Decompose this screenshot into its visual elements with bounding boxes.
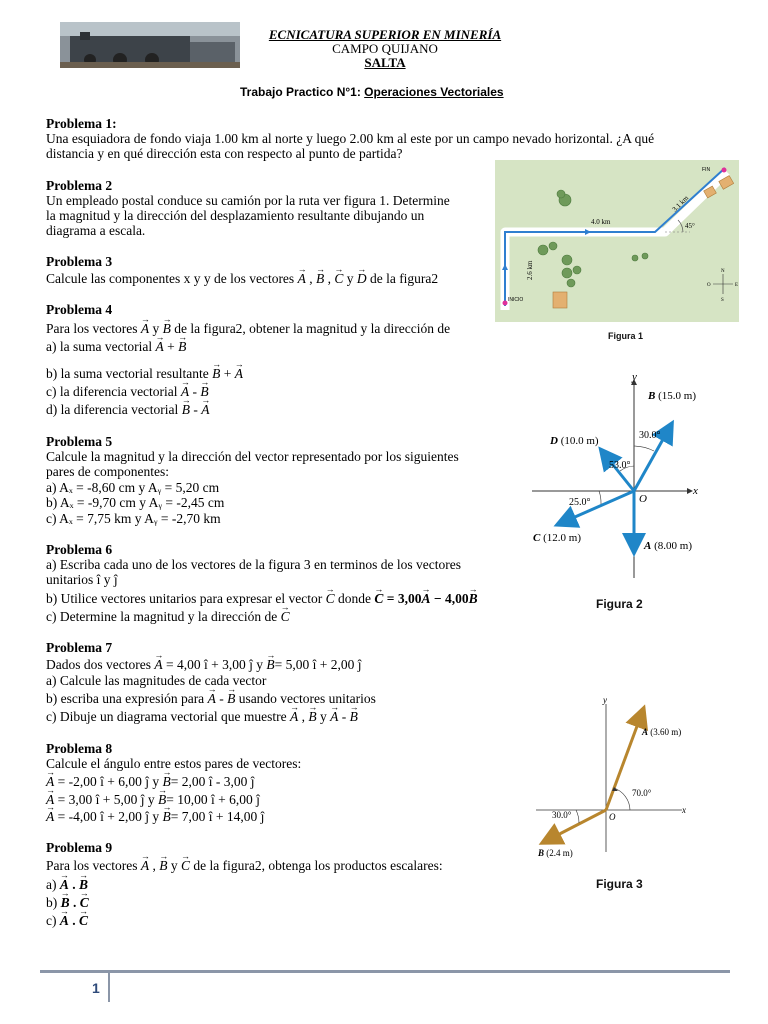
problem5-line2: pares de componentes:	[46, 464, 169, 479]
problem5-c: c) Aₓ = 7,75 km y Aᵧ = -2,70 km	[46, 511, 221, 526]
problem2-title: Problema 2	[46, 178, 113, 193]
problem4-b: b) la suma vectorial resultante → B + → A	[46, 366, 243, 382]
fig2-origin-label: O	[639, 493, 647, 505]
problem8-row2: → A = 3,00 î + 5,00 ĵ y → B= 10,00 î + 6,00 ĵ	[46, 792, 260, 808]
fig2-angle-25: 25.0°	[569, 497, 591, 508]
problem7-a: a) Calcule las magnitudes de cada vector	[46, 673, 267, 688]
figure3-caption: Figura 3	[596, 877, 643, 891]
title-topic: Operaciones Vectoriales	[364, 85, 504, 99]
problem7-c: c) Dibuje un diagrama vectorial que muestre → A , → B y → A - → B	[46, 709, 358, 725]
svg-text:E: E	[735, 283, 739, 288]
header-line3: SALTA	[364, 55, 406, 70]
figure1-caption: Figura 1	[608, 331, 644, 341]
page-title	[240, 85, 540, 99]
building-icon	[553, 292, 567, 308]
figure1-route-map	[495, 160, 739, 322]
fig3-x-label: x	[682, 805, 686, 815]
title-prefix: Trabajo Practico N°1:	[240, 85, 365, 99]
footer-separator	[108, 972, 110, 1002]
fig2-x-label: x	[693, 485, 698, 497]
fig3-origin-label: O	[609, 812, 616, 822]
header-line1: ECNICATURA SUPERIOR EN MINERÍA	[268, 27, 502, 42]
page-number: 1	[92, 980, 100, 996]
fig2-angle-30: 30.0°	[639, 430, 661, 441]
problem6-c: c) Determine la magnitud y la dirección de → C	[46, 609, 290, 625]
problem6-a: a) Escriba cada uno de los vectores de la figura 3 en terminos de los vectores	[46, 557, 461, 572]
problem7-b: b) escriba una expresión para → A - → B usando vectores unitarios	[46, 691, 376, 707]
fig1-distance-east: 4.0 km	[591, 218, 611, 226]
problem4-a: a) la suma vectorial → A + → B	[46, 339, 186, 355]
problem2-line2: la magnitud y la dirección del desplazamiento resultante dibujando un	[46, 208, 425, 223]
problem7-title: Problema 7	[46, 640, 113, 655]
vector-d	[602, 451, 634, 491]
fig2-angle-53: 53.0°	[609, 460, 631, 471]
problem2-line1: Un empleado postal conduce su camión por la ruta ver figura 1. Determine	[46, 193, 450, 208]
problem4-d: d) la diferencia vectorial → B - → A	[46, 402, 209, 418]
problem1-title: Problema 1:	[46, 116, 117, 131]
svg-text:S: S	[721, 298, 724, 303]
problem9-c: c) → A . → C	[46, 913, 88, 929]
fig1-distance-north: 2.6 km	[526, 260, 534, 280]
problem5-title: Problema 5	[46, 434, 113, 449]
problem9-title: Problema 9	[46, 840, 113, 855]
fig3-angle-30: 30.0°	[552, 810, 572, 820]
problem8-row3: → A = -4,00 î + 2,00 ĵ y → B= 7,00 î + 14,00 ĵ	[46, 809, 264, 825]
figure2-vectors	[528, 368, 728, 580]
svg-text:N: N	[721, 269, 725, 274]
fig1-distance-diagonal: 3.1 km	[670, 194, 691, 214]
fig1-angle-label: 45°	[685, 222, 695, 230]
problem2-line3: diagrama a escala.	[46, 223, 146, 238]
problem5-a: a) Aₓ = -8,60 cm y Aᵧ = 5,20 cm	[46, 480, 220, 495]
fig2-c-label: C (12.0 m)	[533, 532, 581, 544]
problem8-row1: → A = -2,00 î + 6,00 ĵ y → B= 2,00 î - 3,00 ĵ	[46, 774, 254, 790]
fig3-b-label: B (2.4 m)	[538, 848, 573, 858]
problem5-b: b) Aₓ = -9,70 cm y Aᵧ = -2,45 cm	[46, 495, 225, 510]
problem9-b: b) → B . → C	[46, 895, 89, 911]
footer-rule	[40, 970, 730, 973]
problem7-line1: Dados dos vectores → A = 4,00 î + 3,00 ĵ y → B= 5,00 î + 2,00 ĵ	[46, 657, 361, 673]
problem4-c: c) la diferencia vectorial → A - → B	[46, 384, 209, 400]
fig2-d-label: D (10.0 m)	[550, 435, 599, 447]
fig3-angle-70: 70.0°	[632, 788, 652, 798]
fig3-y-label: y	[603, 695, 607, 705]
fig2-a-label: A (8.00 m)	[644, 540, 692, 552]
problem3-line1: Calcule las componentes x y y de los vectores → A , → B , → C y → D de la figura2	[46, 271, 438, 287]
end-marker-icon	[722, 168, 727, 173]
map-background	[495, 160, 739, 322]
problem6-b: b) Utilice vectores unitarios para expresar el vector → C donde → C = 3,00→ A − 4,00→ B	[46, 591, 478, 607]
start-marker-icon	[503, 301, 508, 306]
svg-text:O: O	[707, 283, 711, 288]
figure3-vectors	[532, 692, 722, 862]
figure2-caption: Figura 2	[596, 597, 643, 611]
header-line2: CAMPO QUIJANO	[332, 41, 438, 56]
fig1-end-label: FIN	[702, 167, 711, 173]
fig3-a-label: A (3.60 m)	[642, 727, 682, 737]
problem8-line1: Calcule el ángulo entre estos pares de vectores:	[46, 756, 302, 771]
problem4-line1: Para los vectores → A y → B de la figura2, obtener la magnitud y la dirección de	[46, 321, 450, 337]
fig2-b-label: B (15.0 m)	[648, 390, 696, 402]
fig2-y-label: y	[632, 371, 637, 383]
problem6-title: Problema 6	[46, 542, 113, 557]
problem1-line1: Una esquiadora de fondo viaja 1.00 km al norte y luego 2.00 km al este por un campo nevado horizontal. ¿A qué	[46, 131, 655, 146]
problem5-line1: Calcule la magnitud y la dirección del vector representado por los siguientes	[46, 449, 459, 464]
problem1-line2: distancia y en qué dirección esta con respecto al punto de partida?	[46, 146, 403, 161]
problem6-a2: unitarios î y ĵ	[46, 572, 118, 587]
problem9-line1: Para los vectores → A , → B y → C de la figura2, obtenga los productos escalares:	[46, 858, 443, 874]
fig1-start-label: INICIO	[508, 297, 524, 303]
problem8-title: Problema 8	[46, 741, 113, 756]
problem4-title: Problema 4	[46, 302, 113, 317]
problem3-title: Problema 3	[46, 254, 113, 269]
problem9-a: a) → A . → B	[46, 877, 88, 893]
